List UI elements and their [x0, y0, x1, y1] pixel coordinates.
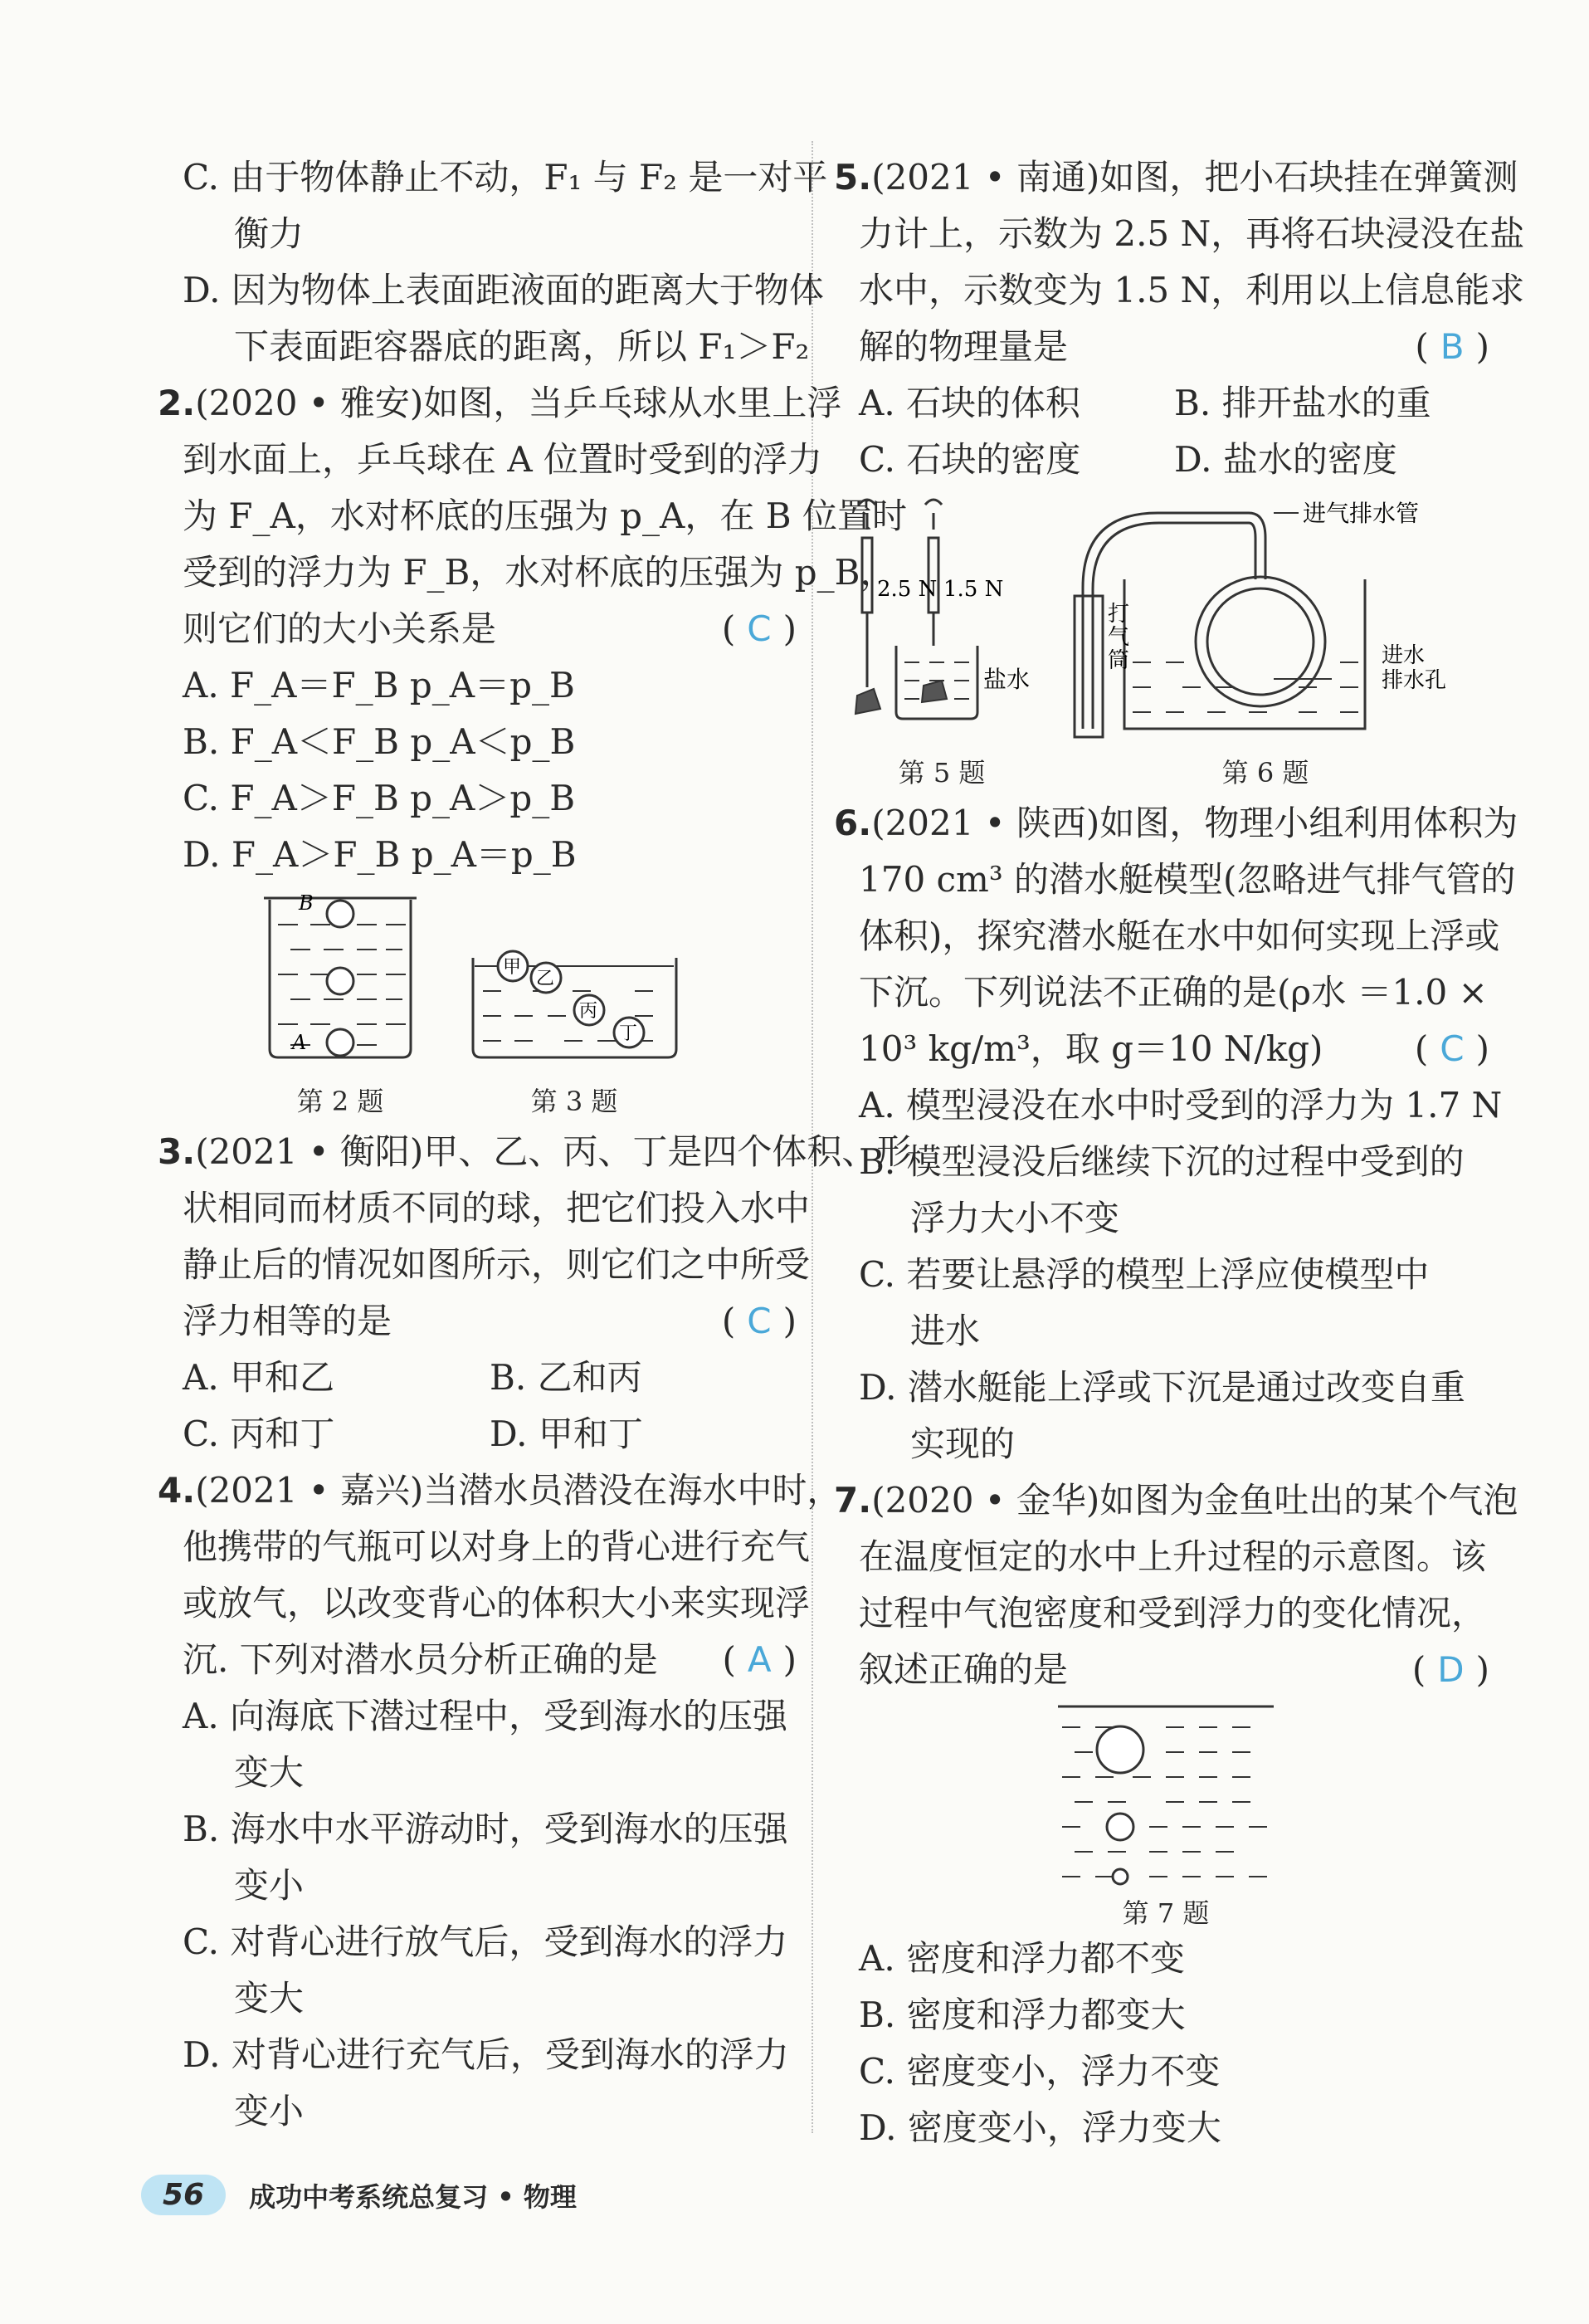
q3-answer-bracket: ( C ) [721, 1301, 797, 1341]
right-column [834, 149, 1525, 2156]
fig2-ball-b [327, 901, 353, 927]
q6-stem [834, 795, 1518, 852]
q3-option-b: B. 乙和丙 [490, 1357, 642, 1398]
q7-line4-text: 叙述正确的是 [859, 1649, 1069, 1690]
q2-option-a: A. F_A＝F_B p_A＝p_B [183, 665, 575, 706]
fig5-spring-scales [859, 500, 977, 719]
q5-line4-text: 解的物理量是 [859, 326, 1069, 367]
fig5-reading1: 2.5 N [877, 577, 938, 602]
fig7-bubble-small [1113, 1869, 1128, 1884]
q3-answer: C [747, 1301, 772, 1341]
fig5-caption: 第 5 题 [898, 757, 986, 788]
page-number: 56 [141, 2175, 226, 2215]
q6-line5 [834, 1021, 1489, 1077]
q3-line4 [158, 1293, 797, 1350]
q6-line2: 170 cm³ 的潜水艇模型(忽略进气排气管的 [859, 859, 1516, 900]
fig3-label-yi: 乙 [536, 969, 555, 989]
q5-option-a: A. 石块的体积 [859, 383, 1081, 423]
q7-number: 7. [834, 1480, 872, 1521]
q2-answer: C [747, 608, 772, 649]
q5-options-cd [834, 432, 1489, 488]
q4-line1: (2021 • 嘉兴)当潜水员潜没在海水中时， [195, 1470, 842, 1511]
fig6-caption: 第 6 题 [1221, 757, 1309, 788]
q5-options-ab [834, 375, 1489, 432]
q2-line4: 受到的浮力为 F_B，水对杯底的压强为 p_B， [183, 552, 895, 593]
figure-7 [834, 1698, 1489, 1931]
fig7-caption: 第 7 题 [1122, 1897, 1210, 1929]
q4-line4-text: 沉. 下列对潜水员分析正确的是 [183, 1639, 658, 1680]
q6-option-b-cont: 浮力大小不变 [910, 1198, 1120, 1238]
q4-answer: A [747, 1639, 772, 1680]
fig2-label-b: B [299, 891, 314, 915]
q7-option-d: D. 密度变小，浮力变大 [859, 2107, 1221, 2148]
fig2-caption: 第 2 题 [296, 1086, 384, 1117]
q2-line5 [158, 601, 797, 657]
q2-option-d: D. F_A＞F_B p_A＝p_B [183, 834, 577, 875]
q7-answer-bracket: ( D ) [1411, 1649, 1489, 1690]
fig5-stone-air [855, 689, 880, 714]
q6-option-b: B. 模型浸没后继续下沉的过程中受到的 [859, 1141, 1465, 1182]
fig2-label-a: A [292, 1031, 307, 1054]
q7-option-c: C. 密度变小，浮力不变 [859, 2051, 1221, 2092]
q3-options-cd [158, 1406, 797, 1462]
q4-line2: 他携带的气瓶可以对身上的背心进行充气 [183, 1526, 811, 1567]
q5-line1: (2021 • 南通)如图，把小石块挂在弹簧测 [871, 157, 1518, 198]
q3-line3: 静止后的情况如图所示，则它们之中所受 [183, 1244, 811, 1285]
q6-option-d-cont: 实现的 [910, 1423, 1016, 1464]
q4-line4 [158, 1632, 797, 1688]
q6-option-d: D. 潜水艇能上浮或下沉是通过改变自重 [859, 1367, 1465, 1408]
q1-option-d-cont: 下表面距容器底的距离，所以 F₁＞F₂ [234, 326, 810, 367]
q6-option-c-cont: 进水 [910, 1311, 981, 1351]
q7-line2: 在温度恒定的水中上升过程的示意图。该 [859, 1536, 1487, 1577]
q6-number: 6. [834, 803, 872, 843]
q7-answer: D [1437, 1649, 1465, 1690]
q4-number: 4. [158, 1470, 196, 1511]
fig6-hole-label-1: 进水 [1382, 643, 1426, 668]
q7-line4 [834, 1642, 1489, 1698]
fig7-bubble-large [1097, 1726, 1143, 1773]
q5-line3: 水中，示数变为 1.5 N，利用以上信息能求 [859, 270, 1525, 310]
q6-option-a: A. 模型浸没在水中时受到的浮力为 1.7 N [859, 1085, 1503, 1125]
q5-line4 [834, 319, 1489, 375]
q4-option-b-cont: 变小 [234, 1865, 305, 1906]
q6-line4: 下沉。下列说法不正确的是(ρ水 ＝1.0 × [859, 972, 1488, 1013]
figure-2-3-drawing [158, 883, 797, 1124]
q1-option-c: C. 由于物体静止不动，F₁ 与 F₂ 是一对平 [183, 157, 828, 198]
q3-stem [158, 1124, 912, 1180]
fig2-ball-middle [327, 968, 353, 994]
q4-option-a-cont: 变大 [234, 1752, 305, 1793]
q2-option-b: B. F_A＜F_B p_A＜p_B [183, 721, 576, 762]
q2-line3: 为 F_A，水对杯底的压强为 p_A，在 B 位置时 [183, 496, 907, 536]
q4-stem [158, 1462, 842, 1519]
q6-option-c: C. 若要让悬浮的模型上浮应使模型中 [859, 1254, 1430, 1295]
fig5-reading2: 1.5 N [943, 577, 1004, 602]
q6-answer: C [1440, 1028, 1465, 1069]
q4-answer-bracket: ( A ) [722, 1639, 797, 1680]
fig2-ball-a [327, 1029, 353, 1056]
q7-stem [834, 1472, 1518, 1529]
figure-5-6-drawing [834, 488, 1489, 795]
q5-option-c: C. 石块的密度 [859, 439, 1081, 480]
q2-number: 2. [158, 383, 196, 423]
q2-line1: (2020 • 雅安)如图，当乒乓球从水里上浮 [195, 383, 842, 423]
q2-option-c: C. F_A＞F_B p_A＞p_B [183, 778, 576, 818]
q6-line5-text: 10³ kg/m³，取 g＝10 N/kg) [859, 1028, 1323, 1069]
q7-line1: (2020 • 金华)如图为金鱼吐出的某个气泡 [871, 1480, 1518, 1521]
figures-5-6 [834, 488, 1489, 795]
q7-option-b: B. 密度和浮力都变大 [859, 1994, 1186, 2035]
book-title: 成功中考系统总复习 • 物理 [249, 2180, 577, 2213]
fig6-hole-label-2: 排水孔 [1382, 668, 1447, 693]
q4-option-a: A. 向海底下潜过程中，受到海水的压强 [183, 1696, 788, 1736]
fig6-pump-label-2: 气 [1108, 625, 1130, 650]
q2-line5-text: 则它们的大小关系是 [183, 608, 497, 649]
q5-line2: 力计上，示数为 2.5 N，再将石块浸没在盐 [859, 213, 1525, 254]
q3-option-c: C. 丙和丁 [183, 1413, 335, 1454]
q3-line4-text: 浮力相等的是 [183, 1301, 392, 1341]
q3-number: 3. [158, 1131, 196, 1172]
q5-answer: B [1440, 326, 1465, 367]
fig6-pump-label-3: 筒 [1108, 648, 1130, 673]
q3-options-ab [158, 1350, 797, 1406]
fig3-label-jia: 甲 [503, 957, 522, 978]
q4-option-c-cont: 变大 [234, 1978, 305, 2019]
fig6-pump-label-1: 打 [1108, 602, 1130, 627]
fig7-bubble-medium [1107, 1814, 1133, 1840]
fig3-label-ding: 丁 [619, 1023, 638, 1044]
q3-line1: (2021 • 衡阳)甲、乙、丙、丁是四个体积、形 [195, 1131, 912, 1172]
q6-line1: (2021 • 陕西)如图，物理小组利用体积为 [871, 803, 1518, 843]
q7-option-a: A. 密度和浮力都不变 [859, 1938, 1186, 1979]
q5-option-b: B. 排开盐水的重 [1174, 383, 1431, 423]
q4-option-d: D. 对背心进行充气后，受到海水的浮力 [183, 2034, 789, 2075]
q4-option-d-cont: 变小 [234, 2091, 305, 2131]
q5-number: 5. [834, 157, 872, 198]
q7-line3: 过程中气泡密度和受到浮力的变化情况， [859, 1593, 1487, 1633]
q2-line2: 到水面上，乒乓球在 A 位置时受到的浮力 [183, 439, 823, 480]
figures-2-3 [158, 883, 797, 1124]
q6-line3: 体积)，探究潜水艇在水中如何实现上浮或 [859, 915, 1500, 956]
q6-answer-bracket: ( C ) [1414, 1028, 1489, 1069]
page-footer [141, 2175, 577, 2215]
q1-option-c-cont: 衡力 [234, 213, 305, 254]
q2-answer-bracket: ( C ) [721, 608, 797, 649]
fig6-pipe-label: 进气排水管 [1303, 500, 1420, 527]
q5-option-d: D. 盐水的密度 [1174, 439, 1397, 480]
q5-answer-bracket: ( B ) [1415, 326, 1489, 367]
q4-option-c: C. 对背心进行放气后，受到海水的浮力 [183, 1921, 788, 1962]
q5-stem [834, 149, 1518, 206]
fig5-liquid-label: 盐水 [983, 666, 1031, 693]
q4-option-b: B. 海水中水平游动时，受到海水的压强 [183, 1809, 788, 1849]
q3-line2: 状相同而材质不同的球，把它们投入水中 [183, 1188, 811, 1228]
q3-option-a: A. 甲和乙 [183, 1357, 335, 1398]
q2-stem [158, 375, 842, 432]
q4-line3: 或放气，以改变背心的体积大小来实现浮 [183, 1583, 811, 1623]
fig7-water-dashes [1062, 1727, 1267, 1877]
q3-option-d: D. 甲和丁 [490, 1413, 643, 1454]
fig3-label-bing: 丙 [579, 1001, 598, 1022]
q1-option-d: D. 因为物体上表面距液面的距离大于物体 [183, 270, 824, 310]
fig5-stone-water [922, 681, 947, 702]
fig3-caption: 第 3 题 [530, 1086, 618, 1117]
